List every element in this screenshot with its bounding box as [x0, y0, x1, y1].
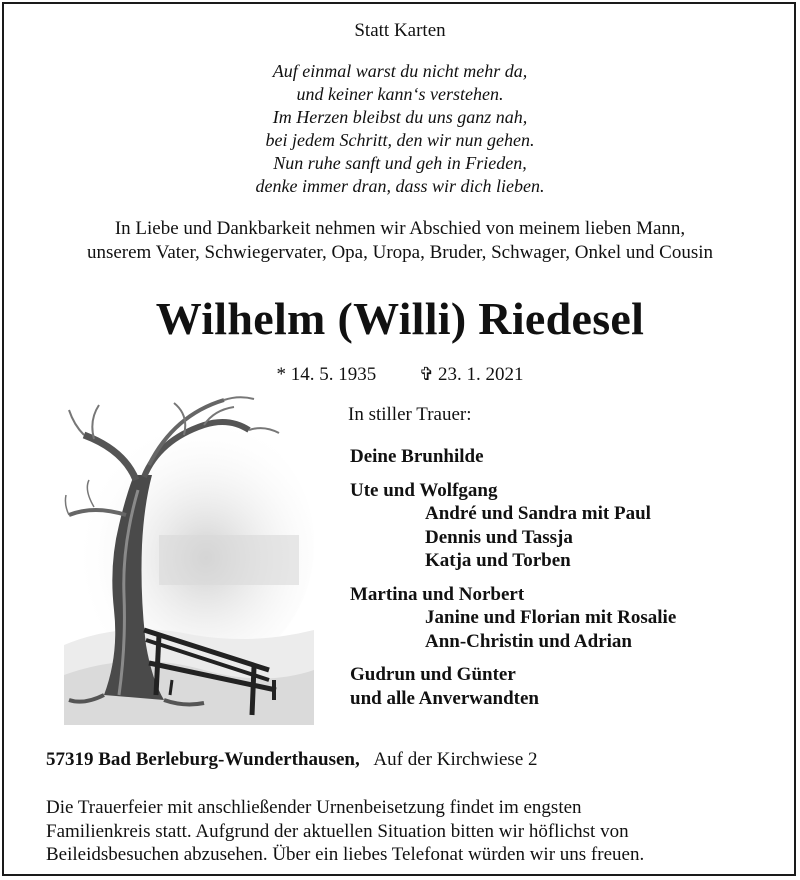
- poem-line: Nun ruhe sanft und geh in Frieden,: [273, 153, 527, 173]
- notice-line: Die Trauerfeier mit anschließender Urnenbeisetzung findet im engsten: [46, 797, 582, 818]
- mourner-name: Martina und Norbert: [350, 583, 525, 605]
- birth-date: * 14. 5. 1935: [276, 364, 377, 385]
- mourner-child-name: Dennis und Tassja: [425, 526, 573, 548]
- notice-line: Familienkreis statt. Aufgrund der aktuellen Situation bitten wir höflichst von: [46, 820, 629, 842]
- death-date-group: [419, 364, 524, 386]
- notice-line: Beileidsbesuchen abzusehen. Über ein liebes Telefonat würden wir uns freuen.: [46, 844, 645, 865]
- mourner-name: Gudrun und Günter: [350, 664, 516, 685]
- mourning-heading: In stiller Trauer:: [348, 404, 472, 425]
- death-date: 23. 1. 2021: [438, 364, 524, 385]
- poem-line: Auf einmal warst du nicht mehr da,: [272, 61, 528, 81]
- address-street: Auf der Kirchwiese 2: [373, 749, 538, 770]
- mourner-child-name: André und Sandra mit Paul: [425, 503, 651, 524]
- address-city: 57319 Bad Berleburg-Wunderthausen,: [46, 749, 360, 770]
- mourner-child-name: Ann-Christin und Adrian: [425, 630, 632, 652]
- tree-bench-illustration: [64, 395, 314, 725]
- deceased-name: Wilhelm (Willi) Riedesel: [155, 293, 645, 344]
- intro-text: [0, 217, 800, 265]
- poem-line: bei jedem Schritt, den wir nun gehen.: [265, 130, 535, 150]
- mourner-child-name: Janine und Florian mit Rosalie: [425, 607, 677, 628]
- poem-line: Im Herzen bleibst du uns ganz nah,: [272, 107, 528, 127]
- funeral-notice: [46, 796, 644, 867]
- mourner-name: Ute und Wolfgang: [350, 479, 498, 501]
- cross-icon: ✞: [418, 364, 435, 384]
- poem-line: denke immer dran, dass wir dich lieben.: [255, 176, 545, 196]
- mourners-list: [350, 445, 676, 710]
- header-title: Statt Karten: [354, 20, 446, 41]
- mourner-name: Deine Brunhilde: [350, 446, 484, 467]
- intro-line: In Liebe und Dankbarkeit nehmen wir Abschied von meinem lieben Mann,: [114, 218, 686, 239]
- mourner-child-name: Katja und Torben: [425, 550, 571, 571]
- intro-line: unserem Vater, Schwiegervater, Opa, Uropa, Bruder, Schwager, Onkel und Cousin: [86, 242, 714, 263]
- mourner-name: und alle Anverwandten: [350, 687, 539, 709]
- life-dates: [0, 364, 800, 386]
- poem-line: und keiner kann‘s verstehen.: [296, 84, 504, 104]
- poem: [0, 60, 800, 198]
- address: [46, 749, 538, 771]
